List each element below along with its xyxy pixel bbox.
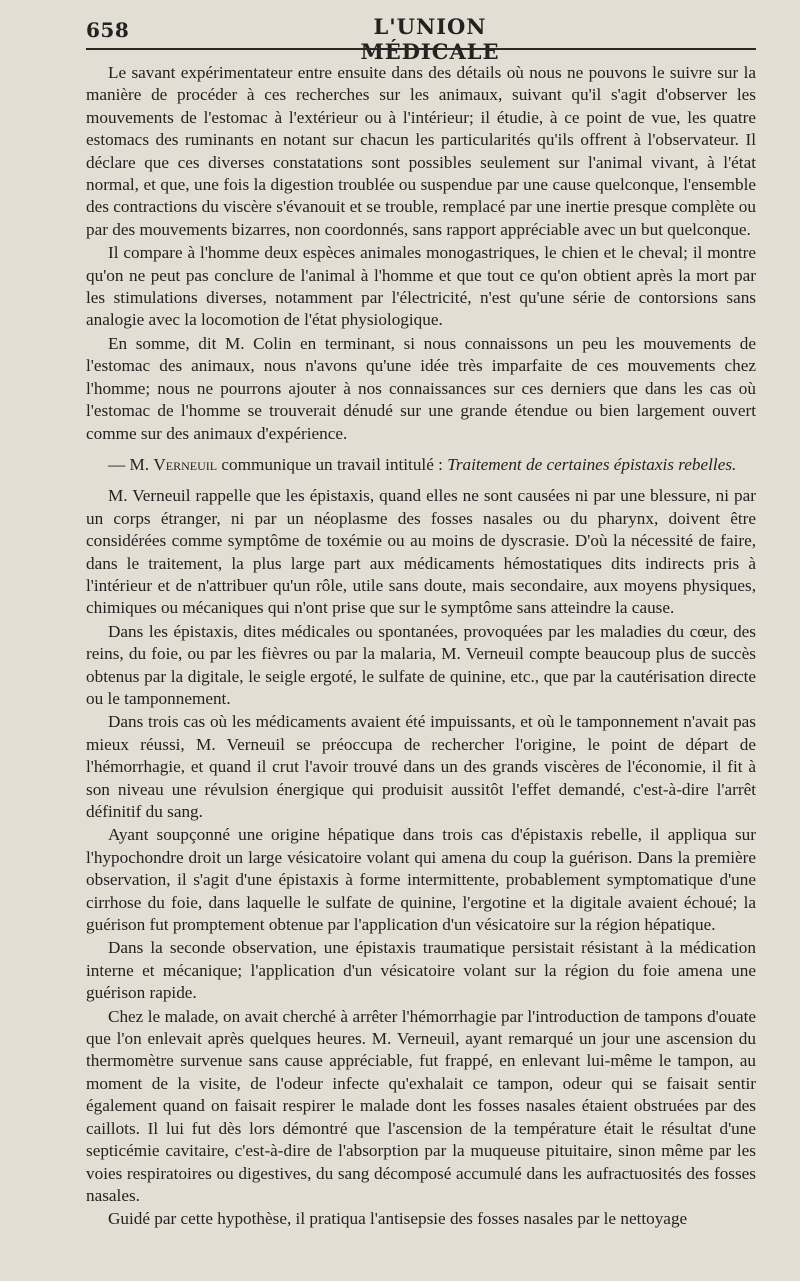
- article-body: [86, 62, 756, 1231]
- header-rule: [86, 48, 756, 50]
- paragraph: En somme, dit M. Colin en terminant, si nous connaissons un peu les mouvements de l'estomac des animaux, nous n'avons qu'une idée très imparfaite de ces mouvements chez l'homme; nous ne pourrons ajouter à nos connaissances sur ces derniers que dans les cas où l'estomac de l'homme se trouverait dénudé sur une grande étendue ou bien largement ouvert comme sur des animaux d'expérience.: [86, 333, 756, 443]
- paragraph: M. Verneuil rappelle que les épistaxis, quand elles ne sont causées ni par une blessure, ni par un corps étranger, ni par un néoplasme des fosses nasales ou du pharynx, doivent être considérées comme symptôme de toxémie ou au moins de dyscrasie. D'où la nécessité de faire, dans le traitement, la plus large part aux médicaments hémostatiques dits indirects pris à l'intérieur et de n'attribuer qu'un rôle, utile sans doute, mais secondaire, aux moyens physiques, chimiques ou mécaniques qui n'ont prise que sur le symptôme sans atteindre la cause.: [86, 486, 756, 618]
- paragraph: Le savant expérimentateur entre ensuite dans des détails où nous ne pouvons le suivre sur la manière de procéder à ces recherches sur les animaux, suivant qu'il s'agit d'observer les mouvements de l'estomac à l'extérieur ou à l'intérieur; il étudie, à ce point de vue, les quatre estomacs des ruminants en notant sur chacun les particularités qu'ils offrent à l'observateur. Il déclare que ces diverses constatations sont possibles seulement sur l'animal vivant, à l'état normal, et que, une fois la digestion troublée ou suspendue par une cause quelconque, l'ensemble des contractions du viscère s'évanouit et se trouble, remplacé par une inertie presque complète ou par des mouvements bizarres, non coordonnés, sans rapport appréciable avec un but quelconque.: [86, 63, 756, 239]
- paragraph: Chez le malade, on avait cherché à arrêter l'hémorrhagie par l'introduction de tampons d'ouate que l'on enlevait après quelques heures. M. Verneuil, ayant remarqué un jour une ascension du thermomètre survenue sans cause appréciable, fut frappé, en enlevant lui-même le tampon, au moment de la visite, de l'odeur infecte qu'exhalait ce tampon, odeur qui se faisait sentir également quand on faisait respirer le malade dont les fosses nasales étaient obstruées par des caillots. Il lui fut dès lors démontré que l'ascension de la température était le résultat d'une septicémie cavitaire, c'est-à-dire de l'absorption par la muqueuse pituitaire, sinon même par les voies respiratoires ou digestives, du sang décomposé accumulé dans les aufractuosités des fosses nasales.: [86, 1006, 756, 1205]
- communication-paragraph: [86, 454, 756, 476]
- paragraph: Guidé par cette hypothèse, il pratiqua l'antisepsie des fosses nasales par le nettoyage: [108, 1209, 688, 1229]
- communication-dash: — M.: [108, 454, 150, 474]
- page-header: [0, 0, 800, 64]
- paragraph: Dans les épistaxis, dites médicales ou spontanées, provoquées par les maladies du cœur, des reins, du foie, ou par les fièvres ou par la malaria, M. Verneuil compte beaucoup plus de succès obtenus par la digitale, le seigle ergoté, le sulfate de quinine, etc., que par la cautérisation directe ou le tamponnement.: [86, 621, 756, 708]
- paragraph: Ayant soupçonné une origine hépatique dans trois cas d'épistaxis rebelle, il appliqua sur l'hypochondre droit un large vésicatoire volant qui amena du coup la guérison. Dans la première observation, il s'agit d'une épistaxis à forme intermittente, probablement symptomatique d'une cirrhose du foie, dans laquelle le sulfate de quinine, l'ergotine et la digitale avaient échoué; la guérison fut promptement obtenue par l'application d'un vésicatoire sur la région hépatique.: [86, 825, 756, 935]
- page-number: 658: [86, 18, 130, 42]
- communication-author: Verneuil: [153, 454, 218, 474]
- paragraph: Dans trois cas où les médicaments avaient été impuissants, et où le tamponnement n'avait pas mieux réussi, M. Verneuil se préoccupa de rechercher l'origine, le point de départ de l'hémorrhagie, et quand il crut l'avoir trouvé dans un des grands viscères de l'économie, il fit à son niveau une révulsion énergique qui produisit aussitôt l'effet demandé, c'est-à-dire l'arrêt définitif du sang.: [86, 712, 756, 821]
- running-title: L'UNION MÉDICALE: [360, 14, 500, 64]
- communication-verb: communique un travail intitulé :: [221, 454, 443, 474]
- paragraph: Il compare à l'homme deux espèces animales monogastriques, le chien et le cheval; il montre qu'on ne peut pas conclure de l'animal à l'homme et que tout ce qu'on obtient après la mort par les stimulations diverses, notamment par l'électricité, n'est qu'une série de contorsions sans analogie avec la locomotion de l'état physiologique.: [86, 243, 756, 330]
- communication-title: Traitement de certaines épistaxis rebelles.: [447, 454, 737, 474]
- paragraph: Dans la seconde observation, une épistaxis traumatique persistait résistant à la médication interne et mécanique; l'application d'un vésicatoire volant sur la région du foie amena une guérison rapide.: [86, 938, 756, 1003]
